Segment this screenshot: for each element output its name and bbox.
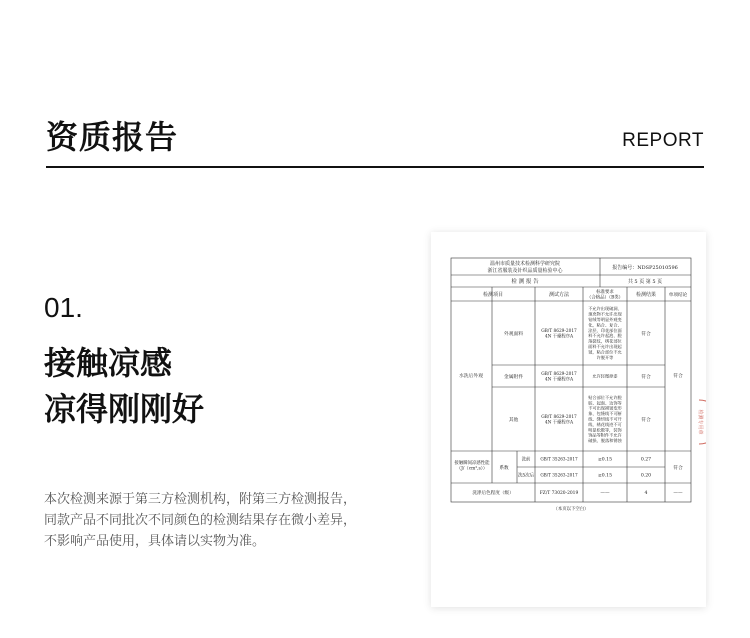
color-label: 洗涤后色程度（级） [472,491,514,496]
col-verdict: 单项结论 [668,293,688,298]
report-document [431,232,706,607]
row-result: 符合 [641,375,651,380]
report-footer: （本页以下空白） [553,507,589,512]
row-standard: 贴合部位不允许脱胶、起泡、边饰等不可出现褶皱变形象、包缝线不可断线、缝纫线不可开线、绣花线迹不可明显松散等，装饰饰品等附件不允许破损、脱落和锈蚀 [588,394,622,444]
cool-label: 接触瞬间凉感性能（J/（cm²,s）） [454,461,490,472]
cool-result: 0.20 [640,473,652,479]
cool-coef: 系数 [499,466,509,471]
report-page-info: 共 5 页 第 5 页 [627,279,663,285]
description-line2: 同款产品不同批次不同颜色的检测结果存在微小差异， [44,513,357,528]
group-label: 水洗后外观 [459,374,483,379]
section-number: 01. [44,292,83,323]
report-number: 报告编号：NDSP25010596 [612,265,678,271]
report-image [431,232,706,607]
col-item: 检测项目 [482,292,504,298]
report-doc-title: 检 测 报 告 [511,279,539,285]
row-standard: 不允许出现破洞、填充物不允许出现钻绒等明显外观变化，粘合、复合、涂层、印花部位面料不允许起泡、脱落裂纹，绣花部位面料不允许出现起皱，粘合部位不允许脱开等 [588,306,622,360]
col-standard: 标准要求（合格品）（B类） [586,290,624,301]
row-method: GB/T 8629-2017 4N 干燥程序A [541,415,577,426]
row-result: 符合 [641,332,651,337]
header-divider [46,166,704,168]
cool-standard: ≥0.15 [597,473,613,479]
cool-condition: 洗前 [521,457,531,463]
cool-verdict: 符合 [673,466,683,471]
page-subtitle: REPORT [622,130,704,151]
section-title-line1: 接触凉感 [44,344,173,382]
stamp-text: 检测专用章 [697,409,703,435]
row-sub-item: 其他 [508,418,519,423]
report-main-rows [504,305,651,444]
cool-standard: ≥0.15 [597,457,613,463]
cool-method: GB/T 35263-2017 [540,456,578,462]
group-verdict: 符合 [673,374,683,379]
section-description [44,489,384,552]
row-standard: 允许轻微掉漆 [592,373,618,379]
page-title: 资质报告 [46,118,179,156]
cool-result: 0.27 [640,457,652,463]
color-verdict: —— [673,491,683,496]
section-title-line2: 凉得刚刚好 [44,390,205,428]
section-title [44,340,204,432]
color-result: 4 [644,491,648,496]
row-sub-item: 外观面料 [503,332,524,337]
row-method: GB/T 8629-2017 4N 干燥程序A [541,372,577,383]
cool-method: GB/T 35263-2017 [540,472,578,478]
col-result: 检测结果 [635,292,657,298]
report-org-line1: 温州市质量技术检测科学研究院 [489,261,561,267]
row-result: 符合 [641,418,651,423]
cool-condition: 洗5次后 [518,473,534,479]
report-org-line2: 浙江省服装及针织品质量检验中心 [487,268,563,274]
row-method: GB/T 8629-2017 4N 干燥程序A [541,329,577,340]
red-stamp [697,400,706,444]
color-standard: —— [600,491,610,496]
description-line1: 本次检测来源于第三方检测机构，附第三方检测报告， [44,492,357,507]
color-method: FZ/T 73020-2019 [539,491,579,496]
row-sub-item: 金属附件 [503,375,524,380]
description-line3: 不影响产品使用，具体请以实物为准。 [44,534,266,549]
col-method: 测试方法 [548,292,570,298]
